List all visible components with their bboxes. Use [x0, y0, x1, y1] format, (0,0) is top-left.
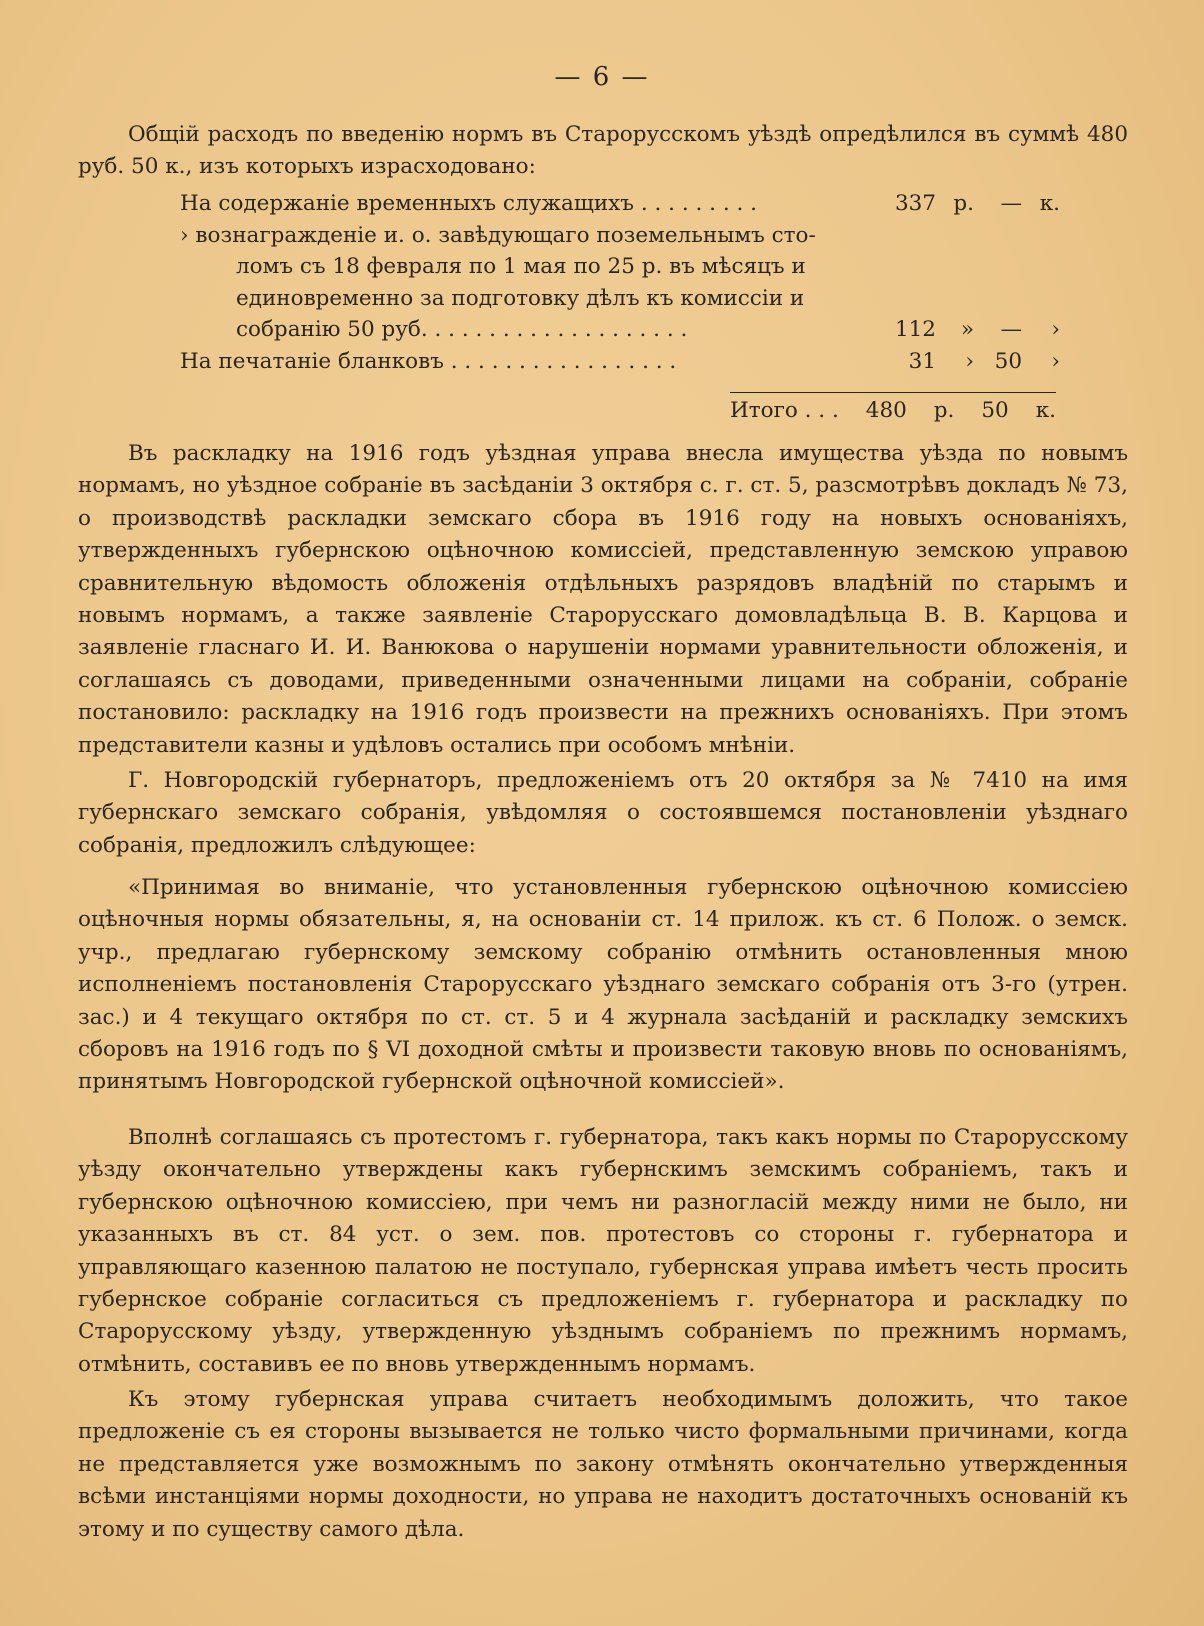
page-number: — 6 —	[554, 62, 650, 92]
paragraph-5	[78, 1122, 1128, 1381]
paragraph-2	[78, 438, 1128, 762]
paragraph-text: Въ раскладку на 1916 годъ уѣздная управа внесла имущества уѣзда по новымъ нормамъ, но уѣздное собраніе въ засѣданіи 3 октября с. г. ст. 5, разсмотрѣвъ докладъ № 73, о производствѣ раскладки земскаго сбора въ 1916 году на новыхъ основаніяхъ, утвержденныхъ губернскою оцѣночною комиссіей, представленную земскою управою сравнительную вѣдомость обложенія отдѣльныхъ разрядовъ владѣній по старымъ и новымъ нормамъ, а также заявленіе Старорусскаго домовладѣльца В. В. Карцова и заявленіе гласнаго И. И. Ванюкова о нарушеніи нормами уравнительности обложенія, и соглашаясь съ доводами, приведенными означенными лицами на собраніи, собраніе постановило: раскладку на 1916 годъ произвести на прежнихъ основаніяхъ. При этомъ представители казны и удѣловъ остались при особомъ мнѣніи.	[78, 441, 1128, 758]
expense-amount: 337 р. — к.	[894, 191, 1060, 216]
expense-list	[180, 188, 1060, 377]
paragraph-1	[78, 119, 1128, 184]
paragraph-text: Вполнѣ соглашаясь съ протестомъ г. губернатора, такъ какъ нормы по Старорусскому уѣзду окончательно утверждены какъ губернскимъ земскимъ собраніемъ, такъ и губернскою оцѣночною комиссіею, при чемъ ни разногласій между ними не было, ни указанныхъ въ ст. 84 уст. о зем. пов. протестовъ со стороны г. губернатора и управляющаго казенною палатою не поступало, губернская управа имѣетъ честь просить губернское собраніе согласиться съ предложеніемъ г. губернатора и раскладку по Старорусскому уѣзду, утвержденную уѣзднымъ собраніемъ по прежнимъ нормамъ, отмѣнить, составивъ ее по вновь утвержденнымъ нормамъ.	[78, 1125, 1128, 1377]
paragraph-3	[78, 765, 1128, 862]
paragraph-text: «Принимая во вниманіе, что установленныя губернскою оцѣночною комиссіею оцѣночныя нормы обязательны, я, на основаніи ст. 14 прилож. къ ст. 6 Полож. о земск. учр., предлагаю губернскому земскому собранію отмѣнить остановленныя мною исполненіемъ постановленія Старорусскаго уѣзднаго земскаго собранія отъ 3-го (утрен. зас.) и 4 текущаго октября по ст. ст. 5 и 4 журнала засѣданій и раскладку земскихъ сборовъ на 1916 годъ по § VI доходной смѣты и произвести таковую вновь по основаніямъ, принятымъ Новгородской губернской оцѣночной комиссіей».	[78, 875, 1128, 1095]
expense-amount: 31 › 50 ›	[908, 348, 1060, 374]
expense-total: Итого . . . 480 р. 50 к.	[730, 398, 1056, 423]
expense-item-1	[180, 188, 1060, 220]
total-label: Итого . . .	[730, 398, 839, 423]
expense-label: На печатаніе бланковъ . . . . . . . . . . . . . . . . .	[180, 348, 677, 374]
expense-label: › вознагражденіе и. о. завѣдующаго поземельнымъ сто-	[180, 222, 816, 248]
expense-label: На содержаніе временныхъ служащихъ . . . . . . . . .	[180, 191, 758, 216]
paragraph-text: Общій расходъ по введенію нормъ въ Старорусскомъ уѣздѣ опредѣлился въ суммѣ 480 руб. 50 к., изъ которыхъ израсходовано:	[78, 122, 1128, 180]
expense-item-3	[180, 346, 1060, 378]
expense-label-continued: ломъ съ 18 февраля по 1 мая по 25 р. въ мѣсяцъ и единовременно за подготовку дѣлъ къ комиссіи и собранію 50 руб. . . . . . . . . . . . . . . . . . . .	[236, 254, 806, 342]
expense-item-2	[180, 220, 1060, 346]
total-divider	[730, 392, 1056, 393]
paragraph-text: Къ этому губернская управа считаетъ необходимымъ доложить, что такое предложеніе съ ея стороны вызывается не только чисто формальными причинами, когда не представляется уже возможнымъ по закону отмѣнять окончательно утвержденныя всѣми инстанціями нормы доходности, но управа не находитъ достаточныхъ основаній къ этому и по существу самого дѣла.	[78, 1387, 1128, 1542]
paragraph-text: Г. Новгородскій губернаторъ, предложеніемъ отъ 20 октября за № 7410 на имя губернскаго земскаго собранія, увѣдомляя о состоявшемся постановленіи уѣзднаго собранія, предложилъ слѣдующее:	[78, 768, 1128, 858]
expense-amount: 112 » — ›	[894, 317, 1060, 342]
paragraph-4-quote	[78, 872, 1128, 1099]
paragraph-6	[78, 1384, 1128, 1546]
